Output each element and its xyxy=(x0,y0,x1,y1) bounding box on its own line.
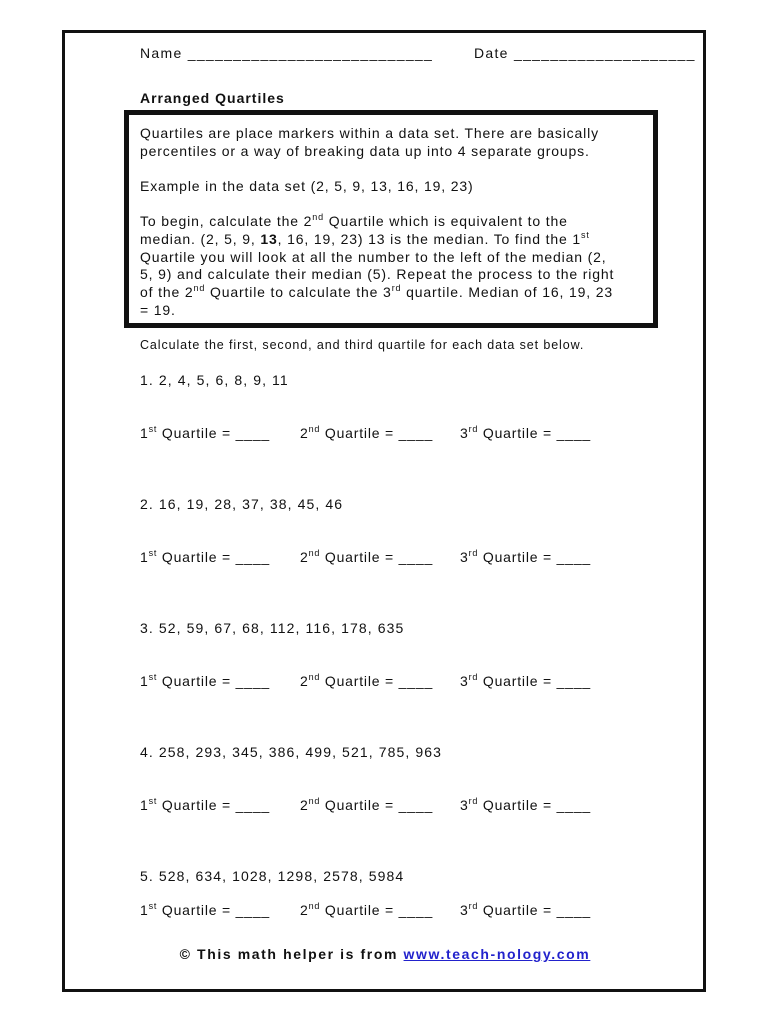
box-text: quartile. Median of 16, 19, 23 xyxy=(401,284,613,300)
problem-5-data: 5. 528, 634, 1028, 1298, 2578, 5984 xyxy=(140,868,405,884)
box-line-6: Quartile you will look at all the number to the left of the median (2, xyxy=(140,249,607,265)
q1-answer: 1st Quartile = ____ xyxy=(140,796,271,813)
q1-answer: 1st Quartile = ____ xyxy=(140,424,271,441)
superscript: st xyxy=(581,230,590,240)
name-label: Name xyxy=(140,45,183,61)
q2-answer: 2nd Quartile = ____ xyxy=(300,672,434,689)
q2-answer: 2nd Quartile = ____ xyxy=(300,901,434,918)
box-line-1: Quartiles are place markers within a data set. There are basically xyxy=(140,125,599,141)
box-line-8 xyxy=(140,284,613,300)
median-bold: 13 xyxy=(260,231,278,247)
box-text: Quartile to calculate the 3 xyxy=(205,284,392,300)
box-text: Quartile which is equivalent to the xyxy=(323,213,568,229)
box-line-2: percentiles or a way of breaking data up into 4 separate groups. xyxy=(140,143,590,159)
q3-answer: 3rd Quartile = ____ xyxy=(460,424,592,441)
q3-answer: 3rd Quartile = ____ xyxy=(460,672,592,689)
q3-answer: 3rd Quartile = ____ xyxy=(460,548,592,565)
q2-answer: 2nd Quartile = ____ xyxy=(300,796,434,813)
problem-2-data: 2. 16, 19, 28, 37, 38, 45, 46 xyxy=(140,496,344,512)
superscript: nd xyxy=(193,283,206,293)
superscript: rd xyxy=(391,283,402,293)
footer-link[interactable]: www.teach-nology.com xyxy=(403,946,591,962)
name-line xyxy=(140,45,433,61)
problem-4-data: 4. 258, 293, 345, 386, 499, 521, 785, 963 xyxy=(140,744,442,760)
instructions: Calculate the first, second, and third quartile for each data set below. xyxy=(140,338,585,352)
superscript: nd xyxy=(312,212,324,222)
name-blank: ___________________________ xyxy=(187,45,434,61)
box-text: of the 2 xyxy=(140,284,194,300)
q1-answer: 1st Quartile = ____ xyxy=(140,672,271,689)
box-line-9: = 19. xyxy=(140,302,176,318)
box-line-7: 5, 9) and calculate their median (5). Repeat the process to the right xyxy=(140,266,615,282)
box-line-5 xyxy=(140,231,590,247)
box-text: To begin, calculate the 2 xyxy=(140,213,313,229)
q3-answer: 3rd Quartile = ____ xyxy=(460,796,592,813)
date-line xyxy=(474,45,696,61)
box-text: , 16, 19, 23) 13 is the median. To find the 1 xyxy=(277,231,582,247)
box-line-4 xyxy=(140,213,568,229)
q1-answer: 1st Quartile = ____ xyxy=(140,901,271,918)
q1-answer: 1st Quartile = ____ xyxy=(140,548,271,565)
problem-3-data: 3. 52, 59, 67, 68, 112, 116, 178, 635 xyxy=(140,620,405,636)
box-line-3: Example in the data set (2, 5, 9, 13, 16, 19, 23) xyxy=(140,178,474,194)
date-label: Date xyxy=(474,45,509,61)
date-blank: ____________________ xyxy=(513,45,696,61)
footer-text: © This math helper is from xyxy=(179,946,404,962)
q2-answer: 2nd Quartile = ____ xyxy=(300,548,434,565)
footer xyxy=(0,946,770,962)
box-text: median. (2, 5, 9, xyxy=(140,231,261,247)
q3-answer: 3rd Quartile = ____ xyxy=(460,901,592,918)
page-title: Arranged Quartiles xyxy=(140,90,285,106)
problem-1-data: 1. 2, 4, 5, 6, 8, 9, 11 xyxy=(140,372,289,388)
q2-answer: 2nd Quartile = ____ xyxy=(300,424,434,441)
